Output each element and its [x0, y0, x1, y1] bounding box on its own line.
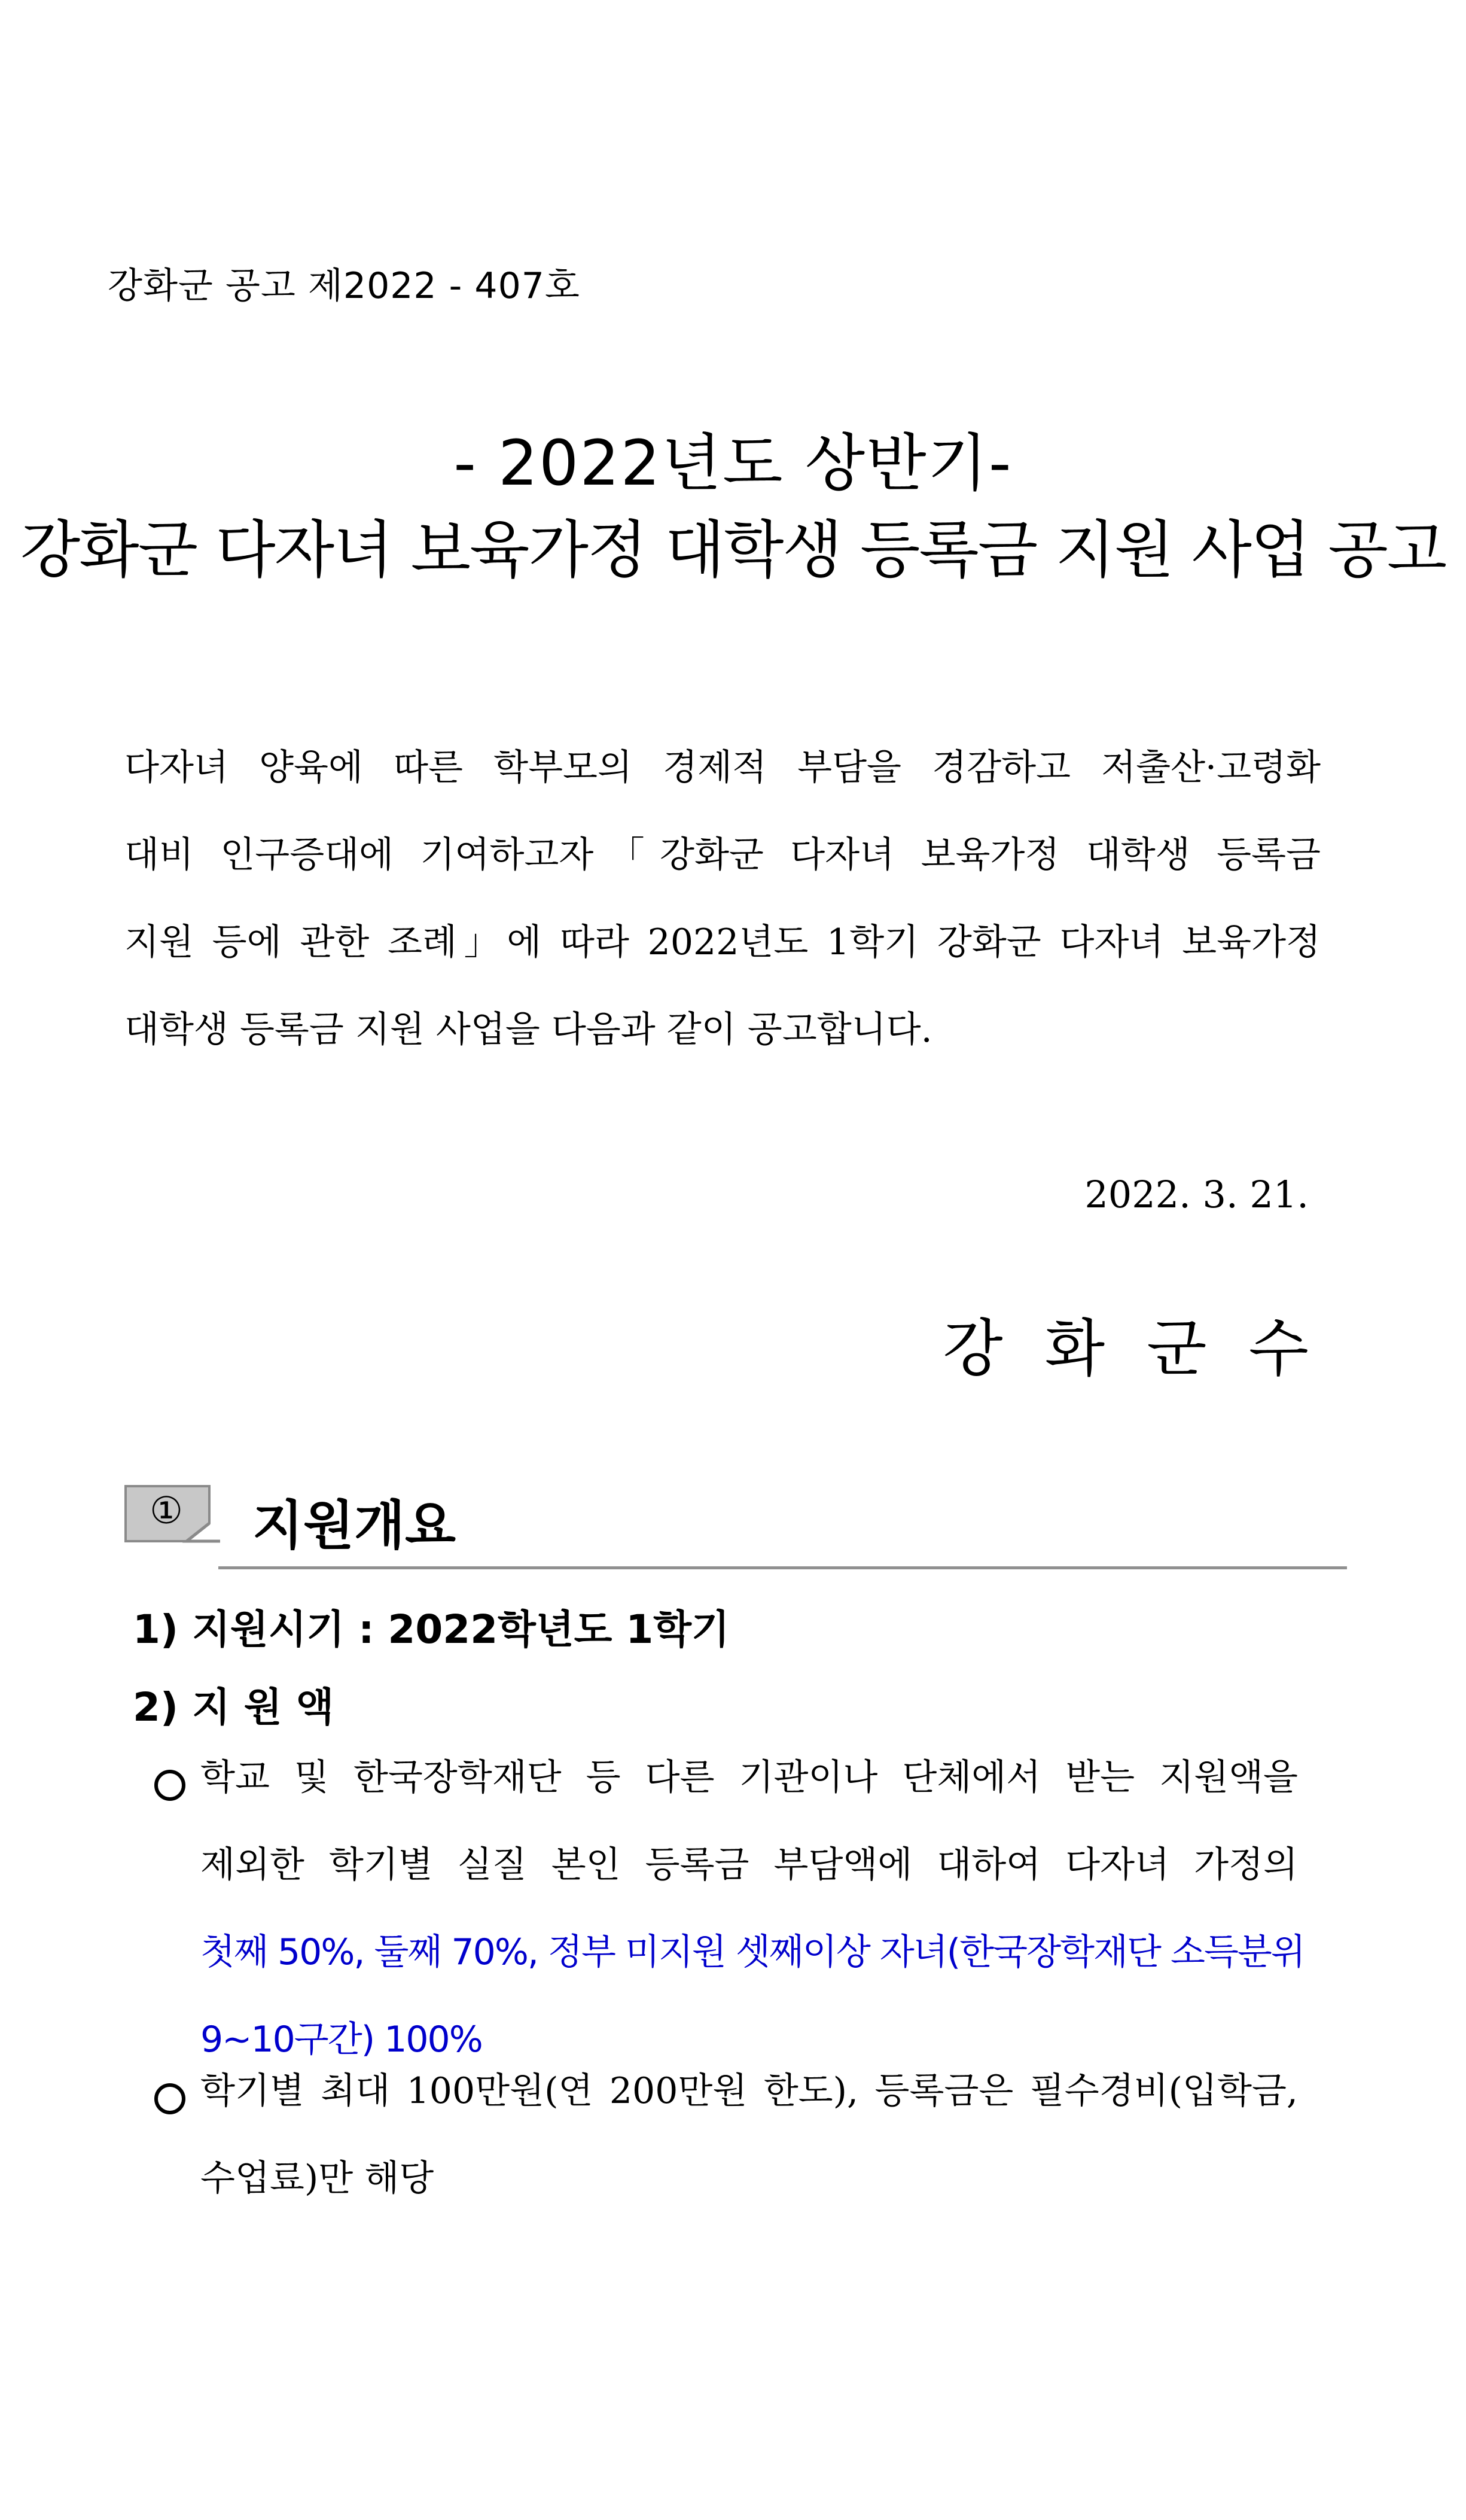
- intro-line: 다자녀 양육에 따른 학부모의 경제적 부담을 경감하고 저출산·고령화: [124, 747, 1321, 789]
- section-divider: [218, 1566, 1347, 1569]
- section-title: 지원개요: [252, 1495, 456, 1556]
- bullet-highlight-line: 첫째 50%, 둘째 70%, 정부 미지원 셋째이상 자녀(한국장학재단 소득분위: [200, 1931, 1305, 1973]
- signer-name: 강화군수: [943, 1312, 1351, 1385]
- circle-bullet-icon: [154, 2083, 185, 2114]
- bullet-1-text: [200, 1734, 1305, 2083]
- item-support-period: 1) 지원시기 : 2022학년도 1학기: [133, 1606, 730, 1652]
- intro-line: 대학생 등록금 지원 사업을 다음과 같이 공고합니다.: [124, 1009, 932, 1051]
- bullet-2-text: [200, 2047, 1298, 2222]
- bullet-highlight-line: 9~10구간) 100%: [200, 2019, 482, 2061]
- intro-line: 지원 등에 관한 조례」에 따라 2022년도 1학기 강화군 다자녀 보육가정: [124, 921, 1321, 963]
- bullet-line: 제외한 학기별 실질 본인 등록금 부담액에 대하여 다자녀 가정의: [200, 1844, 1298, 1886]
- intro-line: 대비 인구증대에 기여하고자「강화군 다자녀 보육가정 대학생 등록금: [124, 834, 1321, 876]
- section-number-badge: [120, 1481, 223, 1546]
- bullet-line: 학교 및 한국장학재단 등 다른 기관이나 단체에서 받는 지원액을: [200, 1757, 1298, 1798]
- section-number: ①: [150, 1489, 183, 1532]
- intro-paragraph: [124, 724, 1321, 1073]
- bullet-line: 수업료)만 해당: [200, 2157, 434, 2199]
- bullet-line: 학기별 최대 100만원(연 200만원 한도), 등록금은 필수경비(입학금,: [200, 2070, 1298, 2112]
- title-line-2: 강화군 다자녀 보육가정 대학생 등록금 지원 사업 공고: [20, 513, 1446, 586]
- notice-date: 2022. 3. 21.: [1084, 1173, 1309, 1216]
- circle-bullet-icon: [154, 1770, 185, 1801]
- title-line-1: - 2022년도 상반기-: [453, 427, 1013, 500]
- notice-number: 강화군 공고 제2022 - 407호: [108, 265, 580, 307]
- item-support-amount: 2) 지 원 액: [133, 1684, 334, 1730]
